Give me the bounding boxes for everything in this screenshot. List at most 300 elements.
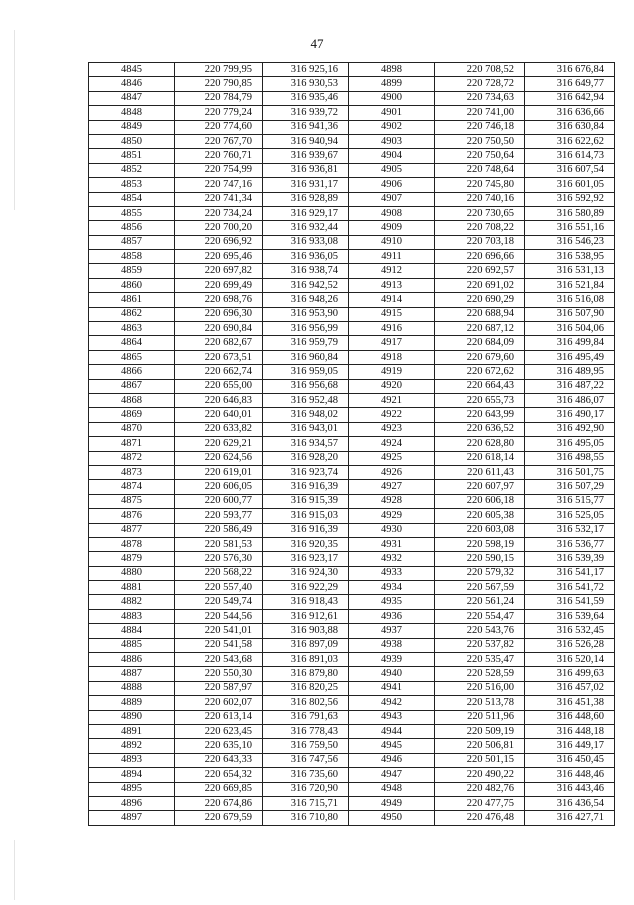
y-coordinate-cell: 316 436,54 bbox=[525, 796, 615, 810]
table-row bbox=[89, 653, 615, 667]
y-coordinate-cell: 316 507,29 bbox=[525, 480, 615, 494]
y-coordinate-cell: 316 925,16 bbox=[263, 63, 349, 77]
point-number-cell: 4913 bbox=[349, 278, 435, 292]
table-row bbox=[89, 322, 615, 336]
table-row bbox=[89, 77, 615, 91]
y-coordinate-cell: 316 614,73 bbox=[525, 149, 615, 163]
point-number-cell: 4920 bbox=[349, 379, 435, 393]
x-coordinate-cell: 220 672,62 bbox=[435, 365, 525, 379]
table-row bbox=[89, 523, 615, 537]
y-coordinate-cell: 316 943,01 bbox=[263, 422, 349, 436]
y-coordinate-cell: 316 538,95 bbox=[525, 250, 615, 264]
y-coordinate-cell: 316 492,90 bbox=[525, 422, 615, 436]
x-coordinate-cell: 220 516,00 bbox=[435, 681, 525, 695]
table-row bbox=[89, 480, 615, 494]
y-coordinate-cell: 316 923,17 bbox=[263, 552, 349, 566]
x-coordinate-cell: 220 699,49 bbox=[175, 278, 263, 292]
point-number-cell: 4944 bbox=[349, 724, 435, 738]
point-number-cell: 4935 bbox=[349, 595, 435, 609]
x-coordinate-cell: 220 557,40 bbox=[175, 581, 263, 595]
x-coordinate-cell: 220 586,49 bbox=[175, 523, 263, 537]
x-coordinate-cell: 220 528,59 bbox=[435, 667, 525, 681]
table-row bbox=[89, 667, 615, 681]
point-number-cell: 4866 bbox=[89, 365, 175, 379]
table-row bbox=[89, 278, 615, 292]
x-coordinate-cell: 220 740,16 bbox=[435, 192, 525, 206]
point-number-cell: 4903 bbox=[349, 134, 435, 148]
x-coordinate-cell: 220 748,64 bbox=[435, 163, 525, 177]
table-row bbox=[89, 696, 615, 710]
x-coordinate-cell: 220 623,45 bbox=[175, 724, 263, 738]
point-number-cell: 4891 bbox=[89, 724, 175, 738]
point-number-cell: 4857 bbox=[89, 235, 175, 249]
x-coordinate-cell: 220 600,77 bbox=[175, 494, 263, 508]
x-coordinate-cell: 220 543,76 bbox=[435, 624, 525, 638]
x-coordinate-cell: 220 669,85 bbox=[175, 782, 263, 796]
point-number-cell: 4909 bbox=[349, 221, 435, 235]
point-number-cell: 4904 bbox=[349, 149, 435, 163]
point-number-cell: 4914 bbox=[349, 293, 435, 307]
y-coordinate-cell: 316 938,74 bbox=[263, 264, 349, 278]
table-row bbox=[89, 365, 615, 379]
y-coordinate-cell: 316 630,84 bbox=[525, 120, 615, 134]
table-row bbox=[89, 336, 615, 350]
table-row bbox=[89, 221, 615, 235]
x-coordinate-cell: 220 511,96 bbox=[435, 710, 525, 724]
y-coordinate-cell: 316 507,90 bbox=[525, 307, 615, 321]
point-number-cell: 4850 bbox=[89, 134, 175, 148]
point-number-cell: 4938 bbox=[349, 638, 435, 652]
y-coordinate-cell: 316 526,28 bbox=[525, 638, 615, 652]
x-coordinate-cell: 220 593,77 bbox=[175, 509, 263, 523]
table-row bbox=[89, 796, 615, 810]
point-number-cell: 4885 bbox=[89, 638, 175, 652]
table-row bbox=[89, 509, 615, 523]
y-coordinate-cell: 316 541,72 bbox=[525, 581, 615, 595]
y-coordinate-cell: 316 928,20 bbox=[263, 451, 349, 465]
y-coordinate-cell: 316 495,05 bbox=[525, 437, 615, 451]
y-coordinate-cell: 316 448,18 bbox=[525, 724, 615, 738]
point-number-cell: 4860 bbox=[89, 278, 175, 292]
point-number-cell: 4854 bbox=[89, 192, 175, 206]
y-coordinate-cell: 316 601,05 bbox=[525, 178, 615, 192]
y-coordinate-cell: 316 541,59 bbox=[525, 595, 615, 609]
x-coordinate-cell: 220 747,16 bbox=[175, 178, 263, 192]
point-number-cell: 4939 bbox=[349, 653, 435, 667]
x-coordinate-cell: 220 754,99 bbox=[175, 163, 263, 177]
x-coordinate-cell: 220 679,59 bbox=[175, 811, 263, 825]
point-number-cell: 4923 bbox=[349, 422, 435, 436]
x-coordinate-cell: 220 624,56 bbox=[175, 451, 263, 465]
y-coordinate-cell: 316 539,39 bbox=[525, 552, 615, 566]
table-row bbox=[89, 609, 615, 623]
table-row bbox=[89, 192, 615, 206]
y-coordinate-cell: 316 959,79 bbox=[263, 336, 349, 350]
x-coordinate-cell: 220 646,83 bbox=[175, 393, 263, 407]
x-coordinate-cell: 220 541,01 bbox=[175, 624, 263, 638]
x-coordinate-cell: 220 687,12 bbox=[435, 322, 525, 336]
point-number-cell: 4895 bbox=[89, 782, 175, 796]
y-coordinate-cell: 316 920,35 bbox=[263, 537, 349, 551]
y-coordinate-cell: 316 879,80 bbox=[263, 667, 349, 681]
x-coordinate-cell: 220 579,32 bbox=[435, 566, 525, 580]
y-coordinate-cell: 316 922,29 bbox=[263, 581, 349, 595]
x-coordinate-cell: 220 606,05 bbox=[175, 480, 263, 494]
x-coordinate-cell: 220 730,65 bbox=[435, 206, 525, 220]
x-coordinate-cell: 220 779,24 bbox=[175, 106, 263, 120]
x-coordinate-cell: 220 567,59 bbox=[435, 581, 525, 595]
y-coordinate-cell: 316 918,43 bbox=[263, 595, 349, 609]
scan-margin-mark bbox=[14, 840, 15, 900]
x-coordinate-cell: 220 490,22 bbox=[435, 768, 525, 782]
x-coordinate-cell: 220 750,50 bbox=[435, 134, 525, 148]
x-coordinate-cell: 220 613,14 bbox=[175, 710, 263, 724]
point-number-cell: 4865 bbox=[89, 350, 175, 364]
point-number-cell: 4927 bbox=[349, 480, 435, 494]
y-coordinate-cell: 316 649,77 bbox=[525, 77, 615, 91]
point-number-cell: 4888 bbox=[89, 681, 175, 695]
y-coordinate-cell: 316 939,72 bbox=[263, 106, 349, 120]
x-coordinate-cell: 220 655,00 bbox=[175, 379, 263, 393]
point-number-cell: 4845 bbox=[89, 63, 175, 77]
x-coordinate-cell: 220 598,19 bbox=[435, 537, 525, 551]
table-row bbox=[89, 91, 615, 105]
y-coordinate-cell: 316 916,39 bbox=[263, 480, 349, 494]
y-coordinate-cell: 316 959,05 bbox=[263, 365, 349, 379]
point-number-cell: 4930 bbox=[349, 523, 435, 537]
x-coordinate-cell: 220 674,86 bbox=[175, 796, 263, 810]
y-coordinate-cell: 316 521,84 bbox=[525, 278, 615, 292]
x-coordinate-cell: 220 640,01 bbox=[175, 408, 263, 422]
y-coordinate-cell: 316 924,30 bbox=[263, 566, 349, 580]
point-number-cell: 4848 bbox=[89, 106, 175, 120]
y-coordinate-cell: 316 551,16 bbox=[525, 221, 615, 235]
x-coordinate-cell: 220 605,38 bbox=[435, 509, 525, 523]
point-number-cell: 4925 bbox=[349, 451, 435, 465]
point-number-cell: 4879 bbox=[89, 552, 175, 566]
table-row bbox=[89, 624, 615, 638]
y-coordinate-cell: 316 580,89 bbox=[525, 206, 615, 220]
table-row bbox=[89, 739, 615, 753]
point-number-cell: 4883 bbox=[89, 609, 175, 623]
point-number-cell: 4893 bbox=[89, 753, 175, 767]
x-coordinate-cell: 220 682,67 bbox=[175, 336, 263, 350]
y-coordinate-cell: 316 952,48 bbox=[263, 393, 349, 407]
table-row bbox=[89, 595, 615, 609]
point-number-cell: 4940 bbox=[349, 667, 435, 681]
x-coordinate-cell: 220 692,57 bbox=[435, 264, 525, 278]
y-coordinate-cell: 316 448,46 bbox=[525, 768, 615, 782]
x-coordinate-cell: 220 611,43 bbox=[435, 465, 525, 479]
point-number-cell: 4856 bbox=[89, 221, 175, 235]
x-coordinate-cell: 220 535,47 bbox=[435, 653, 525, 667]
table-row bbox=[89, 379, 615, 393]
table-row bbox=[89, 163, 615, 177]
x-coordinate-cell: 220 760,71 bbox=[175, 149, 263, 163]
y-coordinate-cell: 316 930,53 bbox=[263, 77, 349, 91]
table-row bbox=[89, 206, 615, 220]
y-coordinate-cell: 316 935,46 bbox=[263, 91, 349, 105]
y-coordinate-cell: 316 948,02 bbox=[263, 408, 349, 422]
point-number-cell: 4916 bbox=[349, 322, 435, 336]
x-coordinate-cell: 220 745,80 bbox=[435, 178, 525, 192]
point-number-cell: 4881 bbox=[89, 581, 175, 595]
y-coordinate-cell: 316 450,45 bbox=[525, 753, 615, 767]
x-coordinate-cell: 220 561,24 bbox=[435, 595, 525, 609]
x-coordinate-cell: 220 541,58 bbox=[175, 638, 263, 652]
point-number-cell: 4934 bbox=[349, 581, 435, 595]
point-number-cell: 4945 bbox=[349, 739, 435, 753]
x-coordinate-cell: 220 543,68 bbox=[175, 653, 263, 667]
point-number-cell: 4869 bbox=[89, 408, 175, 422]
point-number-cell: 4847 bbox=[89, 91, 175, 105]
y-coordinate-cell: 316 443,46 bbox=[525, 782, 615, 796]
y-coordinate-cell: 316 592,92 bbox=[525, 192, 615, 206]
y-coordinate-cell: 316 903,88 bbox=[263, 624, 349, 638]
y-coordinate-cell: 316 636,66 bbox=[525, 106, 615, 120]
x-coordinate-cell: 220 619,01 bbox=[175, 465, 263, 479]
point-number-cell: 4917 bbox=[349, 336, 435, 350]
point-number-cell: 4924 bbox=[349, 437, 435, 451]
y-coordinate-cell: 316 960,84 bbox=[263, 350, 349, 364]
y-coordinate-cell: 316 802,56 bbox=[263, 696, 349, 710]
y-coordinate-cell: 316 915,03 bbox=[263, 509, 349, 523]
y-coordinate-cell: 316 499,84 bbox=[525, 336, 615, 350]
point-number-cell: 4886 bbox=[89, 653, 175, 667]
point-number-cell: 4941 bbox=[349, 681, 435, 695]
y-coordinate-cell: 316 747,56 bbox=[263, 753, 349, 767]
point-number-cell: 4859 bbox=[89, 264, 175, 278]
y-coordinate-cell: 316 936,05 bbox=[263, 250, 349, 264]
x-coordinate-cell: 220 576,30 bbox=[175, 552, 263, 566]
x-coordinate-cell: 220 629,21 bbox=[175, 437, 263, 451]
point-number-cell: 4933 bbox=[349, 566, 435, 580]
y-coordinate-cell: 316 539,64 bbox=[525, 609, 615, 623]
x-coordinate-cell: 220 696,66 bbox=[435, 250, 525, 264]
x-coordinate-cell: 220 696,30 bbox=[175, 307, 263, 321]
x-coordinate-cell: 220 734,24 bbox=[175, 206, 263, 220]
y-coordinate-cell: 316 791,63 bbox=[263, 710, 349, 724]
y-coordinate-cell: 316 532,45 bbox=[525, 624, 615, 638]
point-number-cell: 4878 bbox=[89, 537, 175, 551]
y-coordinate-cell: 316 457,02 bbox=[525, 681, 615, 695]
point-number-cell: 4943 bbox=[349, 710, 435, 724]
table-row bbox=[89, 408, 615, 422]
point-number-cell: 4922 bbox=[349, 408, 435, 422]
x-coordinate-cell: 220 544,56 bbox=[175, 609, 263, 623]
x-coordinate-cell: 220 741,00 bbox=[435, 106, 525, 120]
x-coordinate-cell: 220 700,20 bbox=[175, 221, 263, 235]
x-coordinate-cell: 220 618,14 bbox=[435, 451, 525, 465]
x-coordinate-cell: 220 643,99 bbox=[435, 408, 525, 422]
x-coordinate-cell: 220 708,52 bbox=[435, 63, 525, 77]
scan-margin-mark bbox=[14, 30, 15, 210]
table-row bbox=[89, 106, 615, 120]
y-coordinate-cell: 316 710,80 bbox=[263, 811, 349, 825]
point-number-cell: 4855 bbox=[89, 206, 175, 220]
point-number-cell: 4861 bbox=[89, 293, 175, 307]
table-row bbox=[89, 811, 615, 825]
y-coordinate-cell: 316 541,17 bbox=[525, 566, 615, 580]
table-row bbox=[89, 681, 615, 695]
point-number-cell: 4900 bbox=[349, 91, 435, 105]
point-number-cell: 4853 bbox=[89, 178, 175, 192]
table-row bbox=[89, 451, 615, 465]
table-row bbox=[89, 710, 615, 724]
point-number-cell: 4867 bbox=[89, 379, 175, 393]
point-number-cell: 4851 bbox=[89, 149, 175, 163]
table-row bbox=[89, 264, 615, 278]
x-coordinate-cell: 220 606,18 bbox=[435, 494, 525, 508]
x-coordinate-cell: 220 635,10 bbox=[175, 739, 263, 753]
table-row bbox=[89, 393, 615, 407]
point-number-cell: 4870 bbox=[89, 422, 175, 436]
x-coordinate-cell: 220 690,84 bbox=[175, 322, 263, 336]
table-row bbox=[89, 437, 615, 451]
table-row bbox=[89, 494, 615, 508]
point-number-cell: 4950 bbox=[349, 811, 435, 825]
point-number-cell: 4915 bbox=[349, 307, 435, 321]
point-number-cell: 4901 bbox=[349, 106, 435, 120]
point-number-cell: 4936 bbox=[349, 609, 435, 623]
y-coordinate-cell: 316 931,17 bbox=[263, 178, 349, 192]
point-number-cell: 4937 bbox=[349, 624, 435, 638]
x-coordinate-cell: 220 664,43 bbox=[435, 379, 525, 393]
x-coordinate-cell: 220 537,82 bbox=[435, 638, 525, 652]
x-coordinate-cell: 220 799,95 bbox=[175, 63, 263, 77]
point-number-cell: 4890 bbox=[89, 710, 175, 724]
table-row bbox=[89, 768, 615, 782]
y-coordinate-cell: 316 939,67 bbox=[263, 149, 349, 163]
x-coordinate-cell: 220 728,72 bbox=[435, 77, 525, 91]
x-coordinate-cell: 220 602,07 bbox=[175, 696, 263, 710]
y-coordinate-cell: 316 936,81 bbox=[263, 163, 349, 177]
table-row bbox=[89, 250, 615, 264]
y-coordinate-cell: 316 720,90 bbox=[263, 782, 349, 796]
y-coordinate-cell: 316 912,61 bbox=[263, 609, 349, 623]
point-number-cell: 4898 bbox=[349, 63, 435, 77]
x-coordinate-cell: 220 549,74 bbox=[175, 595, 263, 609]
x-coordinate-cell: 220 581,53 bbox=[175, 537, 263, 551]
y-coordinate-cell: 316 778,43 bbox=[263, 724, 349, 738]
x-coordinate-cell: 220 690,29 bbox=[435, 293, 525, 307]
x-coordinate-cell: 220 476,48 bbox=[435, 811, 525, 825]
x-coordinate-cell: 220 679,60 bbox=[435, 350, 525, 364]
point-number-cell: 4894 bbox=[89, 768, 175, 782]
coordinates-table-body bbox=[89, 63, 615, 826]
y-coordinate-cell: 316 948,26 bbox=[263, 293, 349, 307]
x-coordinate-cell: 220 568,22 bbox=[175, 566, 263, 580]
y-coordinate-cell: 316 642,94 bbox=[525, 91, 615, 105]
y-coordinate-cell: 316 676,84 bbox=[525, 63, 615, 77]
y-coordinate-cell: 316 451,38 bbox=[525, 696, 615, 710]
y-coordinate-cell: 316 941,36 bbox=[263, 120, 349, 134]
point-number-cell: 4911 bbox=[349, 250, 435, 264]
x-coordinate-cell: 220 698,76 bbox=[175, 293, 263, 307]
point-number-cell: 4846 bbox=[89, 77, 175, 91]
y-coordinate-cell: 316 490,17 bbox=[525, 408, 615, 422]
table-row bbox=[89, 422, 615, 436]
y-coordinate-cell: 316 489,95 bbox=[525, 365, 615, 379]
y-coordinate-cell: 316 486,07 bbox=[525, 393, 615, 407]
table-row bbox=[89, 307, 615, 321]
y-coordinate-cell: 316 932,44 bbox=[263, 221, 349, 235]
point-number-cell: 4918 bbox=[349, 350, 435, 364]
y-coordinate-cell: 316 956,99 bbox=[263, 322, 349, 336]
point-number-cell: 4896 bbox=[89, 796, 175, 810]
x-coordinate-cell: 220 554,47 bbox=[435, 609, 525, 623]
point-number-cell: 4946 bbox=[349, 753, 435, 767]
point-number-cell: 4873 bbox=[89, 465, 175, 479]
point-number-cell: 4948 bbox=[349, 782, 435, 796]
y-coordinate-cell: 316 532,17 bbox=[525, 523, 615, 537]
x-coordinate-cell: 220 684,09 bbox=[435, 336, 525, 350]
point-number-cell: 4880 bbox=[89, 566, 175, 580]
y-coordinate-cell: 316 915,39 bbox=[263, 494, 349, 508]
y-coordinate-cell: 316 923,74 bbox=[263, 465, 349, 479]
point-number-cell: 4875 bbox=[89, 494, 175, 508]
point-number-cell: 4919 bbox=[349, 365, 435, 379]
point-number-cell: 4849 bbox=[89, 120, 175, 134]
table-row bbox=[89, 465, 615, 479]
y-coordinate-cell: 316 495,49 bbox=[525, 350, 615, 364]
x-coordinate-cell: 220 741,34 bbox=[175, 192, 263, 206]
point-number-cell: 4889 bbox=[89, 696, 175, 710]
table-row bbox=[89, 753, 615, 767]
table-row bbox=[89, 120, 615, 134]
x-coordinate-cell: 220 477,75 bbox=[435, 796, 525, 810]
y-coordinate-cell: 316 449,17 bbox=[525, 739, 615, 753]
x-coordinate-cell: 220 501,15 bbox=[435, 753, 525, 767]
table-row bbox=[89, 134, 615, 148]
x-coordinate-cell: 220 603,08 bbox=[435, 523, 525, 537]
table-row bbox=[89, 566, 615, 580]
x-coordinate-cell: 220 607,97 bbox=[435, 480, 525, 494]
point-number-cell: 4858 bbox=[89, 250, 175, 264]
y-coordinate-cell: 316 759,50 bbox=[263, 739, 349, 753]
point-number-cell: 4862 bbox=[89, 307, 175, 321]
point-number-cell: 4877 bbox=[89, 523, 175, 537]
y-coordinate-cell: 316 916,39 bbox=[263, 523, 349, 537]
y-coordinate-cell: 316 536,77 bbox=[525, 537, 615, 551]
y-coordinate-cell: 316 735,60 bbox=[263, 768, 349, 782]
x-coordinate-cell: 220 774,60 bbox=[175, 120, 263, 134]
point-number-cell: 4942 bbox=[349, 696, 435, 710]
x-coordinate-cell: 220 750,64 bbox=[435, 149, 525, 163]
x-coordinate-cell: 220 746,18 bbox=[435, 120, 525, 134]
point-number-cell: 4929 bbox=[349, 509, 435, 523]
point-number-cell: 4949 bbox=[349, 796, 435, 810]
point-number-cell: 4906 bbox=[349, 178, 435, 192]
x-coordinate-cell: 220 633,82 bbox=[175, 422, 263, 436]
x-coordinate-cell: 220 590,15 bbox=[435, 552, 525, 566]
point-number-cell: 4905 bbox=[349, 163, 435, 177]
x-coordinate-cell: 220 767,70 bbox=[175, 134, 263, 148]
x-coordinate-cell: 220 688,94 bbox=[435, 307, 525, 321]
y-coordinate-cell: 316 515,77 bbox=[525, 494, 615, 508]
point-number-cell: 4871 bbox=[89, 437, 175, 451]
x-coordinate-cell: 220 695,46 bbox=[175, 250, 263, 264]
table-row bbox=[89, 638, 615, 652]
y-coordinate-cell: 316 956,68 bbox=[263, 379, 349, 393]
table-row bbox=[89, 63, 615, 77]
x-coordinate-cell: 220 734,63 bbox=[435, 91, 525, 105]
x-coordinate-cell: 220 662,74 bbox=[175, 365, 263, 379]
x-coordinate-cell: 220 673,51 bbox=[175, 350, 263, 364]
point-number-cell: 4887 bbox=[89, 667, 175, 681]
table-row bbox=[89, 293, 615, 307]
point-number-cell: 4921 bbox=[349, 393, 435, 407]
